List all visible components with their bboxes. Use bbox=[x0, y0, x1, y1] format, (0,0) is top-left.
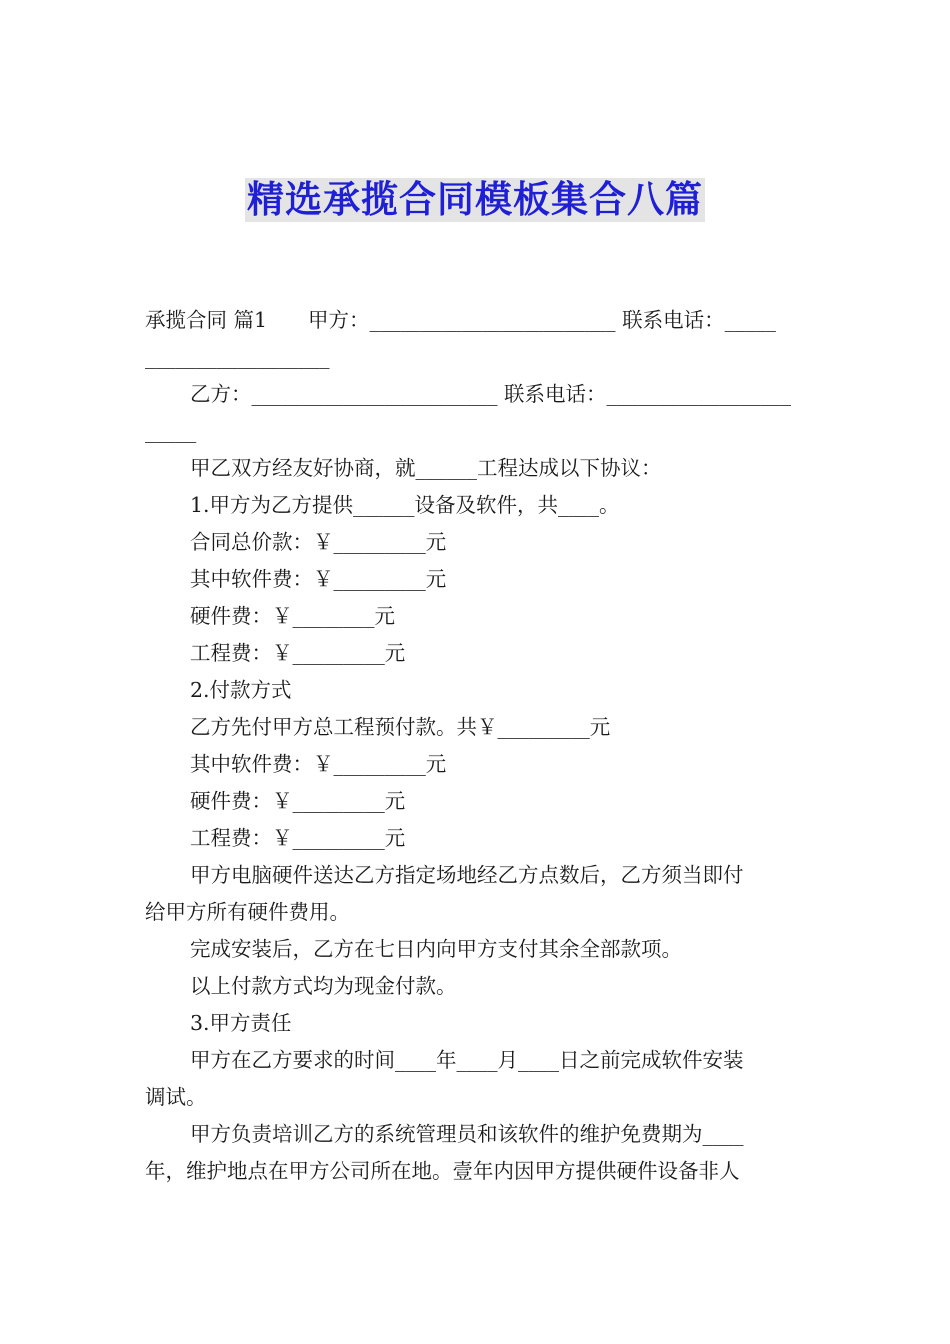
paragraph bbox=[145, 376, 807, 450]
text-line: 其中软件费：￥_________元 bbox=[190, 752, 447, 776]
text-line: 工程费：￥_________元 bbox=[190, 826, 406, 850]
paragraph bbox=[145, 561, 807, 598]
text-line: __________________ bbox=[145, 345, 330, 369]
text-line: 调试。 bbox=[145, 1085, 207, 1109]
text-line: 年，维护地点在甲方公司所在地。壹年内因甲方提供硬件设备非人 bbox=[145, 1159, 740, 1183]
text-line: 乙方先付甲方总工程预付款。共￥_________元 bbox=[190, 715, 611, 739]
text-line: 合同总价款：￥_________元 bbox=[190, 530, 447, 554]
text-line: 2.付款方式 bbox=[190, 678, 292, 702]
text-line: 乙方：________________________ 联系电话：__________________ bbox=[190, 382, 792, 406]
text-line: 硬件费：￥________元 bbox=[190, 604, 395, 628]
paragraph bbox=[145, 1005, 807, 1042]
text-line: 1.甲方为乙方提供______设备及软件，共____。 bbox=[190, 493, 620, 517]
text-line: 甲方电脑硬件送达乙方指定场地经乙方点数后，乙方须当即付 bbox=[190, 863, 744, 887]
paragraph bbox=[145, 302, 807, 376]
text-line: 承揽合同 篇1 甲方：________________________ 联系电话：_____ bbox=[145, 308, 776, 332]
document-body bbox=[145, 302, 807, 1190]
document-title: 精选承揽合同模板集合八篇 bbox=[247, 178, 703, 221]
text-line: 3.甲方责任 bbox=[190, 1011, 292, 1035]
paragraph bbox=[145, 820, 807, 857]
paragraph bbox=[145, 1042, 807, 1116]
text-line: 其中软件费：￥_________元 bbox=[190, 567, 447, 591]
text-line: 硬件费：￥_________元 bbox=[190, 789, 406, 813]
paragraph bbox=[145, 635, 807, 672]
title-container bbox=[0, 178, 950, 222]
text-line: 以上付款方式均为现金付款。 bbox=[190, 974, 457, 998]
paragraph bbox=[145, 450, 807, 487]
text-line: 甲方在乙方要求的时间____年____月____日之前完成软件安装 bbox=[190, 1048, 744, 1072]
paragraph bbox=[145, 857, 807, 931]
paragraph bbox=[145, 968, 807, 1005]
text-line: 甲乙双方经友好协商，就______工程达成以下协议： bbox=[190, 456, 662, 480]
paragraph bbox=[145, 709, 807, 746]
text-line: 完成安装后，乙方在七日内向甲方支付其余全部款项。 bbox=[190, 937, 682, 961]
paragraph bbox=[145, 931, 807, 968]
text-line: 甲方负责培训乙方的系统管理员和该软件的维护免费期为____ bbox=[190, 1122, 744, 1146]
text-line: 给甲方所有硬件费用。 bbox=[145, 900, 350, 924]
paragraph bbox=[145, 672, 807, 709]
paragraph bbox=[145, 598, 807, 635]
text-line: 工程费：￥_________元 bbox=[190, 641, 406, 665]
text-line: _____ bbox=[145, 419, 197, 443]
paragraph bbox=[145, 746, 807, 783]
paragraph bbox=[145, 487, 807, 524]
paragraph bbox=[145, 1116, 807, 1190]
paragraph bbox=[145, 524, 807, 561]
paragraph bbox=[145, 783, 807, 820]
